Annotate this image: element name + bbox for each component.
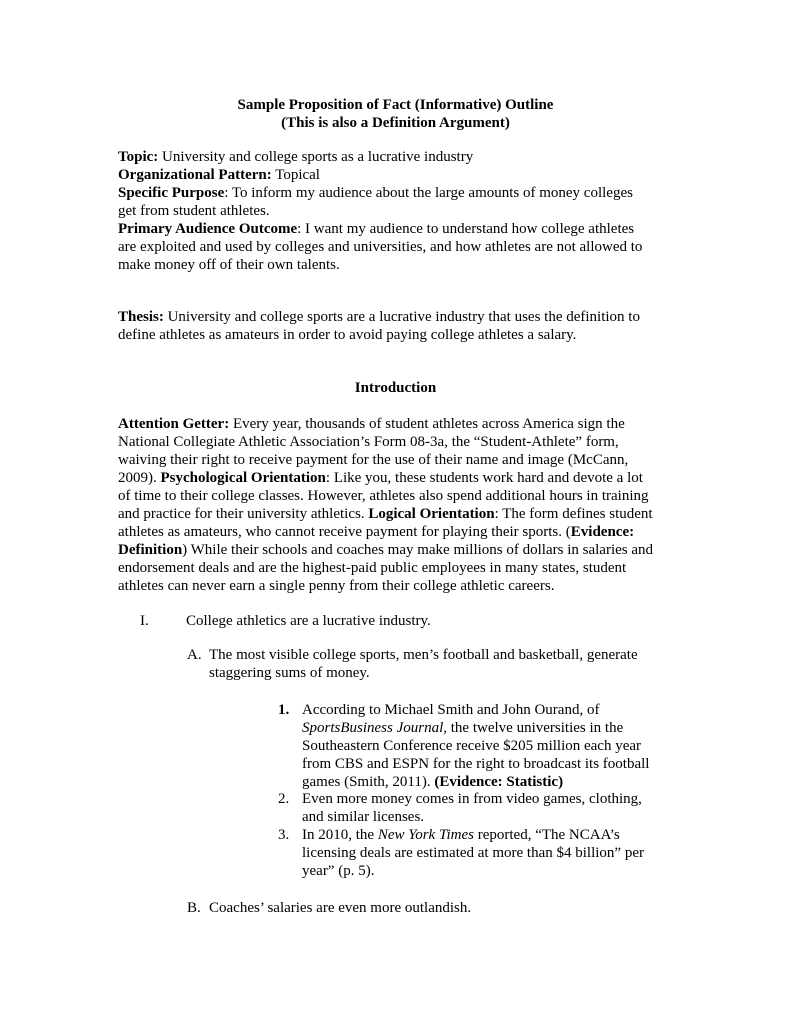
list-number: 3. <box>278 827 290 843</box>
journal-name: SportsBusiness Journal, <box>302 720 448 736</box>
attention-line-6: and practice for their university athletics. Logical Orientation: The form defines student <box>118 506 653 522</box>
attention-line-8: Definition) While their schools and coaches may make millions of dollars in salaries and <box>118 542 654 558</box>
evidence-statistic-label: (Evidence: Statistic) <box>434 774 564 790</box>
outcome-line <box>118 220 673 238</box>
attention-line-7: athletes as amateurs, who cannot receive payment for playing their sports. (Evidence: <box>118 524 635 540</box>
thesis-text: University and college sports are a lucrative industry that uses the definition to <box>163 309 640 325</box>
evidence-label: Evidence: <box>570 524 635 540</box>
attention-line-9: endorsement deals and are the highest-paid public employees in many states, student <box>118 560 627 576</box>
purpose-line-2: get from student athletes. <box>118 203 270 219</box>
document-subtitle: (This is also a Definition Argument) <box>281 115 510 131</box>
purpose-line <box>118 184 673 202</box>
attention-line-2: National Collegiate Athletic Association’s Form 08-3a, the “Student-Athlete” form, <box>118 434 619 450</box>
outcome-text: : I want my audience to understand how college athletes <box>297 221 635 237</box>
subpoint-text: The most visible college sports, men’s football and basketball, generate staggering sums of money. <box>209 647 638 681</box>
list-number: 2. <box>278 791 290 807</box>
topic-text: University and college sports as a lucrative industry <box>158 149 474 165</box>
newspaper-name: New York Times <box>377 827 474 843</box>
subpoint-letter: B. <box>187 900 201 916</box>
logical-orientation-label: Logical Orientation <box>368 506 495 522</box>
definition-label: Definition <box>118 542 183 558</box>
thesis <box>118 308 673 344</box>
roman-numeral: I. <box>140 613 149 629</box>
subpoint-letter: A. <box>187 647 202 663</box>
attention-label: Attention Getter: <box>118 416 230 432</box>
subpoint-text: Coaches’ salaries are even more outlandish. <box>209 900 472 916</box>
attention-line-3: waiving their right to receive payment for the use of their name and image (McCann, <box>118 452 629 468</box>
thesis-label: Thesis: <box>118 309 164 325</box>
thesis-line-2: define athletes as amateurs in order to avoid paying college athletes a salary. <box>118 327 577 343</box>
purpose-text: : To inform my audience about the large amounts of money colleges <box>224 185 633 201</box>
document-title: Sample Proposition of Fact (Informative) Outline <box>237 97 554 113</box>
psychological-orientation-label: Psychological Orientation <box>160 470 326 486</box>
pattern-label: Organizational Pattern: <box>118 167 272 183</box>
attention-line-10: athletes can never earn a single penny from their college athletic careers. <box>118 578 555 594</box>
list-item-text: In 2010, the New York Times reported, “The NCAA’s licensing deals are estimated at more than $4 billion” per year” (p. 5). <box>302 827 644 879</box>
pattern-line <box>118 166 673 184</box>
list-item-text: According to Michael Smith and John Ourand, of SportsBusiness Journal, the twelve universities in the Southeastern Conference receive $205 million each year from CBS and ESPN for the right to broadcast its football games (Smith, 2011). (Evidence: Statistic) <box>302 702 650 790</box>
list-number: 1. <box>278 702 290 718</box>
outcome-line-2: are exploited and used by colleges and universities, and how athletes are not allowed to <box>118 239 643 255</box>
speech-meta <box>118 148 673 274</box>
outcome-label: Primary Audience Outcome <box>118 221 298 237</box>
attention-line-1: Attention Getter: Every year, thousands of student athletes across America sign the <box>118 416 625 432</box>
purpose-label: Specific Purpose <box>118 185 225 201</box>
topic-line <box>118 148 673 166</box>
pattern-text: Topical <box>271 167 320 183</box>
list-item-text: Even more money comes in from video games, clothing, and similar licenses. <box>302 791 642 825</box>
attention-getter <box>118 415 673 595</box>
topic-label: Topic: <box>118 149 159 165</box>
attention-line-4: 2009). Psychological Orientation: Like you, these students work hard and devote a lot <box>118 470 643 486</box>
outline-point-text: College athletics are a lucrative industry. <box>186 613 431 629</box>
thesis-line <box>118 308 673 326</box>
introduction-heading: Introduction <box>354 380 437 396</box>
attention-line-5: of time to their college classes. However, athletes also spend additional hours in training <box>118 488 649 504</box>
outcome-line-3: make money off of their own talents. <box>118 257 340 273</box>
